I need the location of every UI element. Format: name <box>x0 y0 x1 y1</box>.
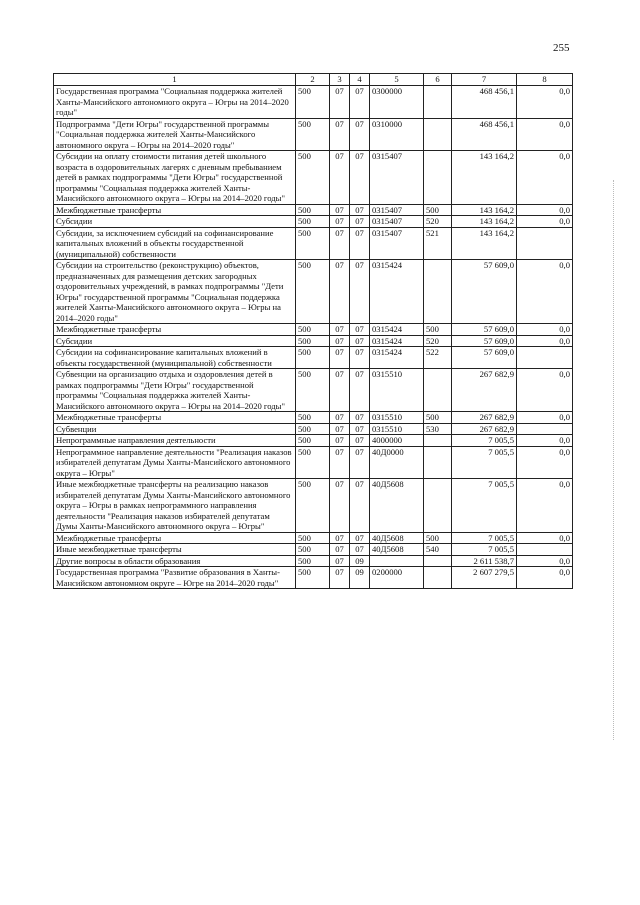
table-cell-col-6 <box>424 435 452 447</box>
table-cell-col-8: 0,0 <box>517 412 573 424</box>
table-cell-col-7: 7 005,5 <box>452 435 517 447</box>
table-row <box>54 227 573 260</box>
table-row <box>54 369 573 412</box>
table-cell-col-3: 07 <box>330 324 350 336</box>
table-cell-col-7: 7 005,5 <box>452 446 517 479</box>
table-cell-col-4: 07 <box>350 412 370 424</box>
table-cell-col-5: 40Д5608 <box>370 479 424 533</box>
table-cell-col-1: Другие вопросы в области образования <box>54 555 296 567</box>
table-cell-col-8 <box>517 227 573 260</box>
table-cell-col-2: 500 <box>296 324 330 336</box>
table-cell-col-1: Субвенции на организацию отдыха и оздоровления детей в рамках подпрограммы "Дети Югры" государственной программы "Социальная поддержка жителей Ханты-Мансийского автономного округа – Югры на 2014–2020 годы" <box>54 369 296 412</box>
table-cell-col-2: 500 <box>296 204 330 216</box>
table-cell-col-1: Субсидии, за исключением субсидий на софинансирование капитальных вложений в объекты государственной (муниципальной) собственности <box>54 227 296 260</box>
table-cell-col-1: Субсидии <box>54 335 296 347</box>
table-cell-col-6: 520 <box>424 216 452 228</box>
table-cell-col-1: Межбюджетные трансферты <box>54 412 296 424</box>
table-cell-col-4: 07 <box>350 544 370 556</box>
table-cell-col-4: 07 <box>350 216 370 228</box>
table-cell-col-4: 07 <box>350 151 370 205</box>
table-cell-col-3: 07 <box>330 347 350 369</box>
table-cell-col-8: 0,0 <box>517 555 573 567</box>
table-row <box>54 567 573 589</box>
table-cell-col-5: 40Д0000 <box>370 446 424 479</box>
table-cell-col-6: 500 <box>424 204 452 216</box>
table-cell-col-3: 07 <box>330 86 350 119</box>
table-cell-col-4: 07 <box>350 204 370 216</box>
table-cell-col-2: 500 <box>296 216 330 228</box>
table-cell-col-5: 0315407 <box>370 227 424 260</box>
table-cell-col-4: 07 <box>350 86 370 119</box>
table-cell-col-7: 7 005,5 <box>452 479 517 533</box>
table-cell-col-2: 500 <box>296 118 330 151</box>
table-row <box>54 423 573 435</box>
table-cell-col-2: 500 <box>296 260 330 324</box>
table-cell-col-4: 07 <box>350 532 370 544</box>
table-cell-col-5: 40Д5608 <box>370 544 424 556</box>
table-cell-col-5: 40Д5608 <box>370 532 424 544</box>
table-row <box>54 446 573 479</box>
table-cell-col-4: 07 <box>350 227 370 260</box>
table-row <box>54 216 573 228</box>
table-cell-col-8: 0,0 <box>517 216 573 228</box>
table-row <box>54 260 573 324</box>
budget-table <box>53 73 573 589</box>
table-cell-col-5: 0310000 <box>370 118 424 151</box>
table-cell-col-6 <box>424 567 452 589</box>
table-row <box>54 204 573 216</box>
table-cell-col-7: 7 005,5 <box>452 532 517 544</box>
table-cell-col-8: 0,0 <box>517 260 573 324</box>
table-row <box>54 544 573 556</box>
table-cell-col-5: 0315424 <box>370 335 424 347</box>
table-cell-col-3: 07 <box>330 369 350 412</box>
table-cell-col-6 <box>424 260 452 324</box>
table-cell-col-2: 500 <box>296 423 330 435</box>
table-cell-col-1: Государственная программа "Развитие образования в Ханты-Мансийском автономном округе – Югре на 2014–2020 годы" <box>54 567 296 589</box>
margin-scan-dots <box>613 180 615 740</box>
table-cell-col-8: 0,0 <box>517 446 573 479</box>
table-cell-col-1: Иные межбюджетные трансферты <box>54 544 296 556</box>
table-cell-col-7: 143 164,2 <box>452 204 517 216</box>
table-cell-col-2: 500 <box>296 86 330 119</box>
table-cell-col-1: Субсидии <box>54 216 296 228</box>
table-cell-col-7: 143 164,2 <box>452 151 517 205</box>
table-cell-col-6: 500 <box>424 324 452 336</box>
table-cell-col-2: 500 <box>296 479 330 533</box>
page-number: 255 <box>553 42 570 54</box>
table-cell-col-2: 500 <box>296 555 330 567</box>
table-cell-col-7: 468 456,1 <box>452 86 517 119</box>
table-cell-col-4: 07 <box>350 369 370 412</box>
table-cell-col-6 <box>424 446 452 479</box>
table-cell-col-1: Межбюджетные трансферты <box>54 324 296 336</box>
table-cell-col-3: 07 <box>330 544 350 556</box>
table-row <box>54 479 573 533</box>
table-cell-col-5: 0315407 <box>370 151 424 205</box>
table-cell-col-5: 0315407 <box>370 204 424 216</box>
table-header-row <box>54 74 573 86</box>
table-cell-col-7: 7 005,5 <box>452 544 517 556</box>
table-cell-col-7: 143 164,2 <box>452 227 517 260</box>
table-row <box>54 435 573 447</box>
table-cell-col-8: 0,0 <box>517 151 573 205</box>
table-cell-col-1: Субсидии на оплату стоимости питания детей школьного возраста в оздоровительных лагерях с дневным пребыванием детей в рамках подпрограммы "Дети Югры" государственной программы "Социальная поддержка жителей Ханты-Мансийского автономного округа – Югры на 2014–2020 годы" <box>54 151 296 205</box>
table-cell-col-1: Государственная программа "Социальная поддержка жителей Ханты-Мансийского автономного округа – Югры на 2014–2020 годы" <box>54 86 296 119</box>
table-cell-col-2: 500 <box>296 151 330 205</box>
table-cell-col-3: 07 <box>330 118 350 151</box>
table-cell-col-5: 0315424 <box>370 324 424 336</box>
table-cell-col-7: 143 164,2 <box>452 216 517 228</box>
table-cell-col-2: 500 <box>296 412 330 424</box>
table-cell-col-8: 0,0 <box>517 324 573 336</box>
table-cell-col-5: 0315424 <box>370 260 424 324</box>
table-row <box>54 335 573 347</box>
table-row <box>54 347 573 369</box>
table-cell-col-4: 07 <box>350 435 370 447</box>
table-cell-col-1: Непрограммное направление деятельности "Реализация наказов избирателей депутатам Думы Ханты-Мансийского автономного округа – Югры" <box>54 446 296 479</box>
table-cell-col-3: 07 <box>330 260 350 324</box>
table-cell-col-4: 09 <box>350 567 370 589</box>
table-cell-col-5: 0315510 <box>370 369 424 412</box>
table-cell-col-3: 07 <box>330 216 350 228</box>
table-cell-col-6 <box>424 555 452 567</box>
column-header-3: 3 <box>330 74 350 86</box>
column-header-8: 8 <box>517 74 573 86</box>
table-cell-col-5: 0315510 <box>370 423 424 435</box>
table-cell-col-7: 2 607 279,5 <box>452 567 517 589</box>
column-header-6: 6 <box>424 74 452 86</box>
table-cell-col-6: 520 <box>424 335 452 347</box>
table-cell-col-8: 0,0 <box>517 86 573 119</box>
table-cell-col-2: 500 <box>296 567 330 589</box>
table-cell-col-4: 07 <box>350 347 370 369</box>
table-cell-col-3: 07 <box>330 227 350 260</box>
table-body <box>54 86 573 589</box>
table-cell-col-1: Иные межбюджетные трансферты на реализацию наказов избирателей депутатам Думы Ханты-Мансийского автономного округа – Югры в рамках непрограммного направления деятельности "Реализация наказов избирателей депутатам Думы Ханты-Мансийского автономного округа – Югры" <box>54 479 296 533</box>
table-cell-col-5: 0315424 <box>370 347 424 369</box>
table-cell-col-8 <box>517 423 573 435</box>
table-cell-col-3: 07 <box>330 335 350 347</box>
table-cell-col-3: 07 <box>330 555 350 567</box>
table-row <box>54 324 573 336</box>
table-cell-col-7: 267 682,9 <box>452 412 517 424</box>
table-cell-col-7: 468 456,1 <box>452 118 517 151</box>
table-cell-col-4: 07 <box>350 479 370 533</box>
table-cell-col-8: 0,0 <box>517 369 573 412</box>
table-cell-col-7: 267 682,9 <box>452 423 517 435</box>
table-cell-col-7: 57 609,0 <box>452 347 517 369</box>
table-cell-col-6 <box>424 86 452 119</box>
table-cell-col-3: 07 <box>330 151 350 205</box>
column-header-4: 4 <box>350 74 370 86</box>
table-cell-col-6: 500 <box>424 412 452 424</box>
table-cell-col-2: 500 <box>296 369 330 412</box>
table-cell-col-4: 07 <box>350 335 370 347</box>
table-cell-col-6 <box>424 151 452 205</box>
table-cell-col-7: 57 609,0 <box>452 324 517 336</box>
table-cell-col-4: 07 <box>350 324 370 336</box>
table-row <box>54 532 573 544</box>
table-row <box>54 555 573 567</box>
table-cell-col-7: 57 609,0 <box>452 260 517 324</box>
table-cell-col-6 <box>424 479 452 533</box>
table-cell-col-8 <box>517 544 573 556</box>
table-row <box>54 118 573 151</box>
table-cell-col-8: 0,0 <box>517 204 573 216</box>
table-cell-col-1: Субсидии на строительство (реконструкцию) объектов, предназначенных для размещения детских загородных оздоровительных учреждений, в рамках подпрограммы "Дети Югры" государственной программы "Социальная поддержка жителей Ханты-Мансийского автономного округа – Югры на 2014–2020 годы" <box>54 260 296 324</box>
table-cell-col-8: 0,0 <box>517 118 573 151</box>
table-cell-col-6 <box>424 118 452 151</box>
table-cell-col-6: 540 <box>424 544 452 556</box>
table-cell-col-2: 500 <box>296 435 330 447</box>
table-cell-col-3: 07 <box>330 435 350 447</box>
table-cell-col-1: Межбюджетные трансферты <box>54 204 296 216</box>
table-cell-col-3: 07 <box>330 204 350 216</box>
table-row <box>54 86 573 119</box>
table-cell-col-8: 0,0 <box>517 479 573 533</box>
table-cell-col-8 <box>517 347 573 369</box>
table-cell-col-3: 07 <box>330 567 350 589</box>
table-cell-col-6: 522 <box>424 347 452 369</box>
table-cell-col-5: 0200000 <box>370 567 424 589</box>
table-cell-col-4: 07 <box>350 260 370 324</box>
table-cell-col-3: 07 <box>330 423 350 435</box>
table-cell-col-4: 07 <box>350 118 370 151</box>
table-cell-col-7: 267 682,9 <box>452 369 517 412</box>
table-cell-col-2: 500 <box>296 532 330 544</box>
table-cell-col-2: 500 <box>296 227 330 260</box>
table-cell-col-6: 530 <box>424 423 452 435</box>
table-cell-col-2: 500 <box>296 544 330 556</box>
table-cell-col-1: Подпрограмма "Дети Югры" государственной программы "Социальная поддержка жителей Ханты-Мансийского автономного округа – Югры на 2014–2020 годы" <box>54 118 296 151</box>
table-cell-col-2: 500 <box>296 335 330 347</box>
table-cell-col-3: 07 <box>330 479 350 533</box>
table-cell-col-2: 500 <box>296 446 330 479</box>
table-cell-col-7: 2 611 538,7 <box>452 555 517 567</box>
table-cell-col-4: 07 <box>350 423 370 435</box>
table-cell-col-2: 500 <box>296 347 330 369</box>
table-cell-col-1: Непрограммные направления деятельности <box>54 435 296 447</box>
table-cell-col-5: 0300000 <box>370 86 424 119</box>
column-header-7: 7 <box>452 74 517 86</box>
table-cell-col-7: 57 609,0 <box>452 335 517 347</box>
table-cell-col-3: 07 <box>330 412 350 424</box>
table-cell-col-3: 07 <box>330 532 350 544</box>
column-header-2: 2 <box>296 74 330 86</box>
table-cell-col-5 <box>370 555 424 567</box>
table-row <box>54 412 573 424</box>
column-header-5: 5 <box>370 74 424 86</box>
table-cell-col-8: 0,0 <box>517 567 573 589</box>
table-cell-col-5: 0315407 <box>370 216 424 228</box>
table-cell-col-4: 07 <box>350 446 370 479</box>
table-cell-col-1: Межбюджетные трансферты <box>54 532 296 544</box>
table-cell-col-1: Субсидии на софинансирование капитальных вложений в объекты государственной (муниципальной) собственности <box>54 347 296 369</box>
table-cell-col-8: 0,0 <box>517 532 573 544</box>
table-row <box>54 151 573 205</box>
table-cell-col-3: 07 <box>330 446 350 479</box>
table-cell-col-4: 09 <box>350 555 370 567</box>
table-cell-col-6: 521 <box>424 227 452 260</box>
table-cell-col-6: 500 <box>424 532 452 544</box>
table-cell-col-8: 0,0 <box>517 435 573 447</box>
table-cell-col-5: 4000000 <box>370 435 424 447</box>
table-cell-col-5: 0315510 <box>370 412 424 424</box>
table-cell-col-8: 0,0 <box>517 335 573 347</box>
table-cell-col-1: Субвенции <box>54 423 296 435</box>
table-cell-col-6 <box>424 369 452 412</box>
column-header-1: 1 <box>54 74 296 86</box>
